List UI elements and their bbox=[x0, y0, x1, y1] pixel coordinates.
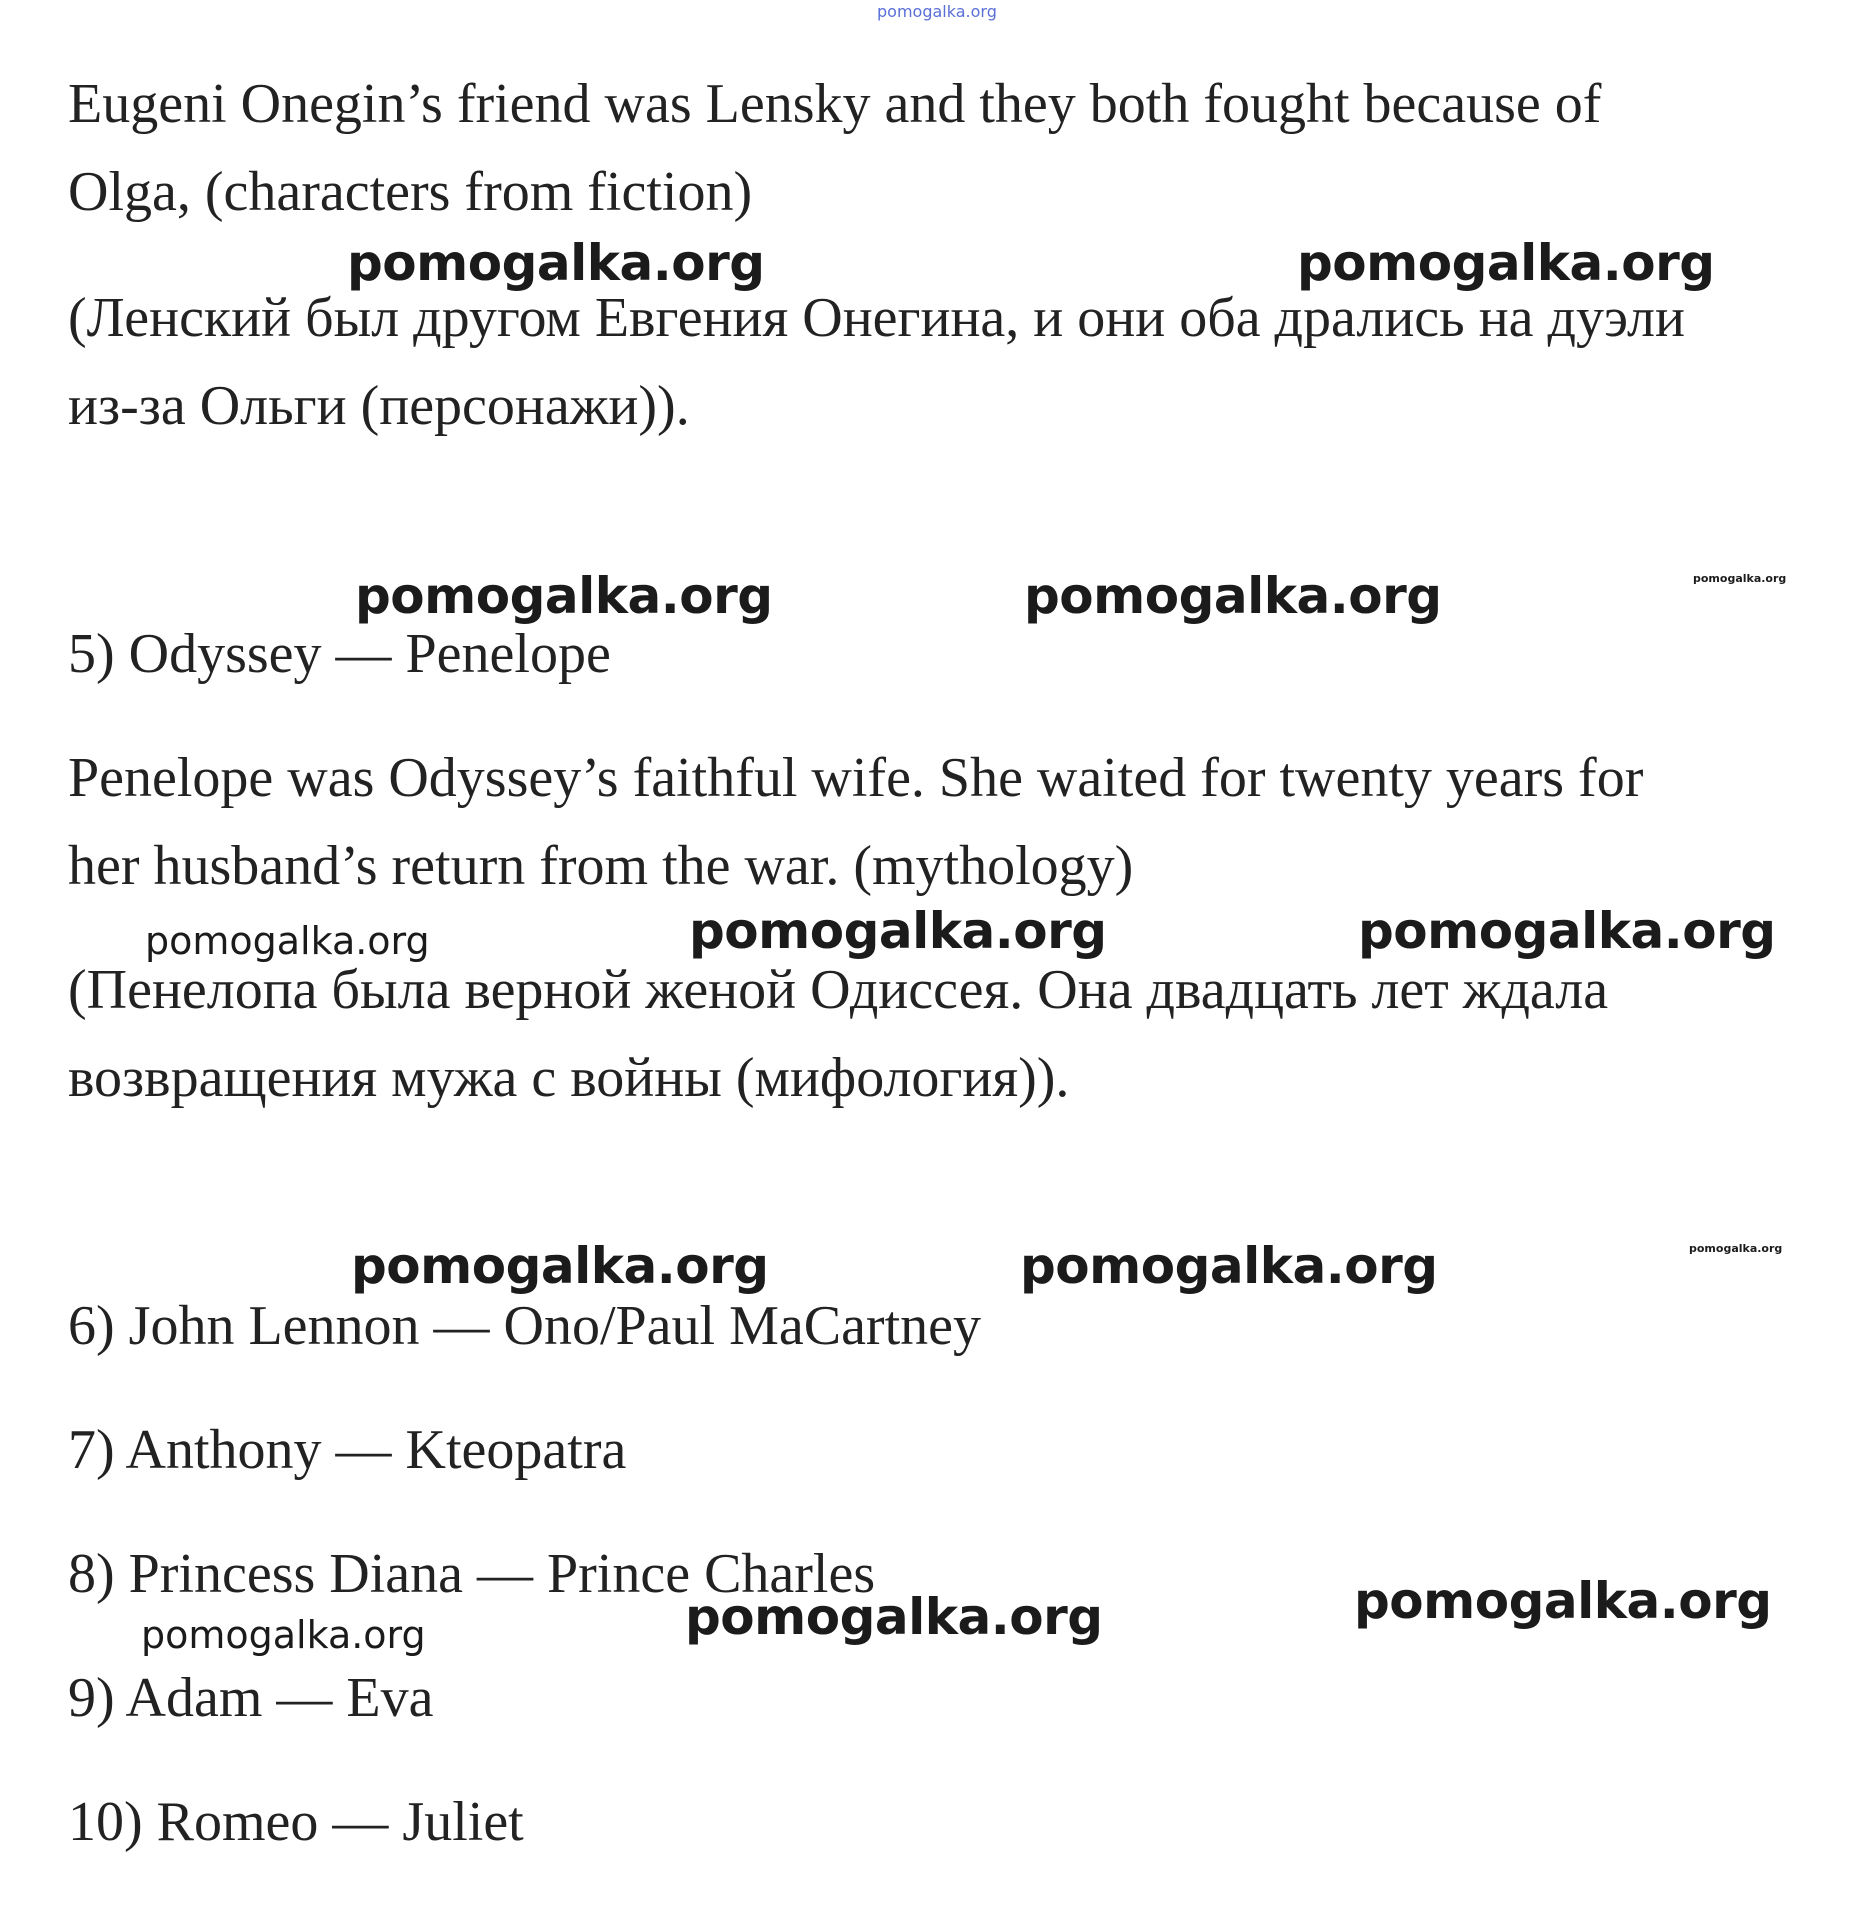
watermark: pomogalka.org bbox=[689, 902, 1107, 960]
list-item: 6) John Lennon — Ono/Paul MaCartney bbox=[68, 1295, 981, 1357]
watermark: pomogalka.org bbox=[351, 1237, 769, 1295]
list-item: 7) Anthony — Kteopatra bbox=[68, 1419, 627, 1481]
paragraph-line: (Ленский был другом Евгения Онегина, и они оба дрались на дуэли bbox=[68, 287, 1685, 349]
watermark: pomogalka.org bbox=[141, 1613, 426, 1657]
list-item: 8) Princess Diana — Prince Charles bbox=[68, 1543, 876, 1605]
watermark: pomogalka.org bbox=[685, 1588, 1103, 1646]
watermark: pomogalka.org bbox=[1354, 1572, 1772, 1630]
watermark: pomogalka.org bbox=[355, 567, 773, 625]
watermark: pomogalka.org bbox=[347, 234, 765, 292]
list-item: 9) Adam — Eva bbox=[68, 1667, 434, 1729]
header-watermark: pomogalka.org bbox=[877, 2, 997, 21]
watermark: pomogalka.org bbox=[1020, 1237, 1438, 1295]
list-item: 10) Romeo — Juliet bbox=[68, 1791, 524, 1853]
paragraph-line: из-за Ольги (персонажи)). bbox=[68, 375, 690, 437]
watermark: pomogalka.org bbox=[1297, 234, 1715, 292]
paragraph-line: Eugeni Onegin’s friend was Lensky and they both fought because of bbox=[68, 73, 1602, 135]
watermark: pomogalka.org bbox=[145, 919, 430, 963]
paragraph-line: Penelope was Odyssey’s faithful wife. She waited for twenty years for bbox=[68, 747, 1644, 809]
watermark: pomogalka.org bbox=[1358, 902, 1776, 960]
watermark: pomogalka.org bbox=[1024, 567, 1442, 625]
paragraph-line: (Пенелопа была верной женой Одиссея. Она двадцать лет ждала bbox=[68, 959, 1609, 1021]
paragraph-line: Olga, (characters from fiction) bbox=[68, 161, 753, 223]
list-item: 5) Odyssey — Penelope bbox=[68, 623, 611, 685]
watermark: pomogalka.org bbox=[1693, 572, 1787, 585]
paragraph-line: her husband’s return from the war. (mythology) bbox=[68, 835, 1134, 897]
paragraph-line: возвращения мужа с войны (мифология)). bbox=[68, 1047, 1070, 1109]
watermark: pomogalka.org bbox=[1689, 1242, 1783, 1255]
